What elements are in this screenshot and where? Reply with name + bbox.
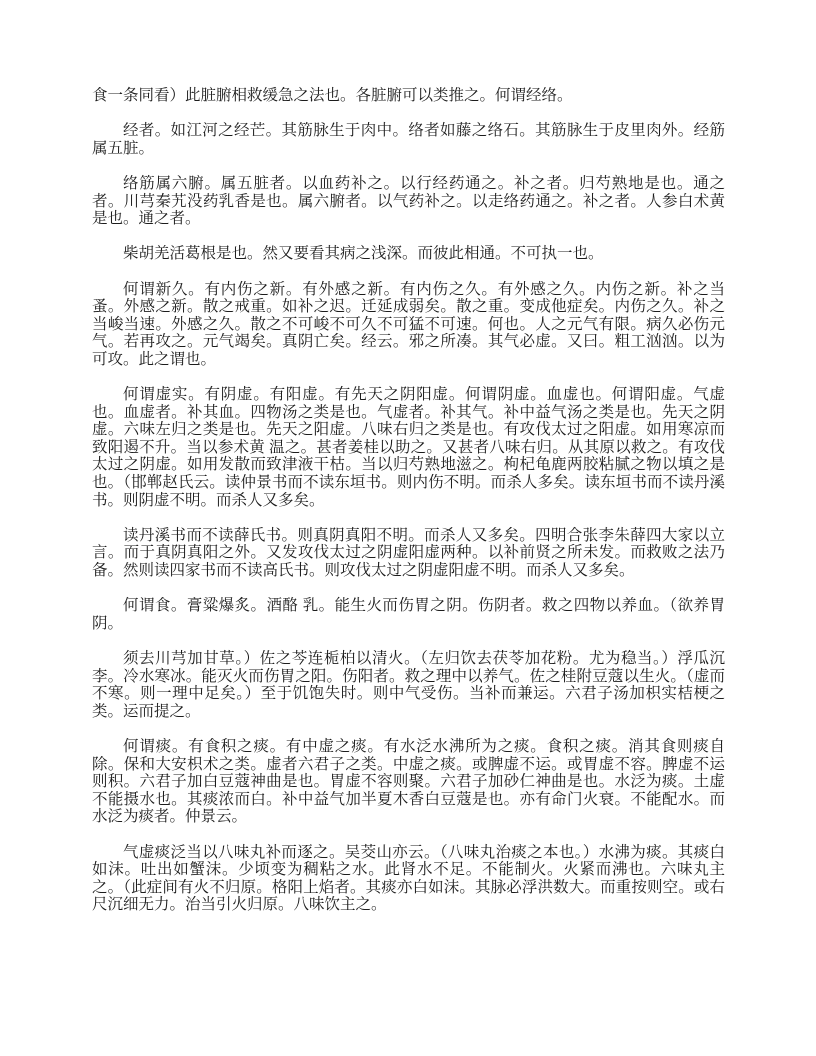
paragraph-02: 经者。如江河之经芒。其筋脉生于肉中。络者如藤之络石。其筋脉生于皮里肉外。经筋属五脏。: [92, 122, 725, 157]
paragraph-09: 须去川芎加甘草。）佐之芩连栀柏以清火。（左归饮去茯苓加花粉。尤为稳当。）浮瓜沉李。冷水寒冰。能灭火而伤胃之阳。伤阳者。救之理中以养气。佐之桂附豆蔻以生火。（虚而不寒。则一理中足矣。）至于饥饱失时。则中气受伤。当补而兼运。六君子汤加枳实桔梗之类。运而提之。: [92, 650, 725, 720]
text-body: [92, 87, 725, 932]
paragraph-01: 食一条同看）此脏腑相救缓急之法也。各脏腑可以类推之。何谓经络。: [92, 87, 573, 104]
paragraph-10: 何谓痰。有食积之痰。有中虚之痰。有水泛水沸所为之痰。食积之痰。消其食则痰自除。保和大安枳术之类。虚者六君子之类。中虚之痰。或脾虚不运。或胃虚不容。脾虚不运则积。六君子加白豆蔻神曲是也。胃虚不容则聚。六君子加砂仁神曲是也。水泛为痰。土虚不能摄水也。其痰浓而白。补中益气加半夏木香白豆蔻是也。亦有命门火衰。不能配水。而水泛为痰者。仲景云。: [92, 737, 725, 826]
paragraph-05: 何谓新久。有内伤之新。有外感之新。有内伤之久。有外感之久。内伤之新。补之当蚤。外感之新。散之戒重。如补之迟。迁延成弱矣。散之重。变成他症矣。内伤之久。补之当峻当速。外感之久。散之不可峻不可久不可猛不可速。何也。人之元气有限。病久必伤元气。若再攻之。元气竭矣。真阴亡矣。经云。邪之所凑。其气必虚。又曰。粗工汹汹。以为可攻。此之谓也。: [92, 280, 725, 368]
paragraph-06: 何谓虚实。有阴虚。有阳虚。有先天之阴阳虚。何谓阴虚。血虚也。何谓阳虚。气虚也。血虚者。补其血。四物汤之类是也。气虚者。补其气。补中益气汤之类是也。先天之阴虚。六味左归之类是也。先天之阳虚。八味右归之类是也。有攻伐太过之阳虚。如用寒凉而致阳遏不升。当以参术黄 温之。甚者姜桂以助之。又甚者八味右归。从其原以救之。有攻伐太过之阴虚。如用发散而致津液干枯。当以归芍熟地滋之。枸杞龟鹿两胶粘腻之物以填之是也。（邯郸赵氏云。读仲景书而不读东垣书。则内伤不明。而杀人多矣。读东垣书而不读丹溪书。则阴虚不明。而杀人又多矣。: [92, 386, 725, 509]
paragraph-08: 何谓食。膏粱爆炙。酒酪 乳。能生火而伤胃之阴。伤阴者。救之四物以养血。（欲养胃阴。: [92, 597, 725, 632]
paragraph-11: 气虚痰泛当以八味丸补而逐之。吴茭山亦云。（八味丸治痰之本也。）水沸为痰。其痰白如沫。吐出如蟹沫。少顷变为稠粘之水。此肾水不足。不能制火。火紧而沸也。六味丸主之。（此症间有火不归原。格阳上焰者。其痰亦白如沫。其脉必浮洪数大。而重按则空。或右尺沉细无力。治当引火归原。八味饮主之。: [92, 843, 725, 914]
paragraph-07: 读丹溪书而不读薛氏书。则真阴真阳不明。而杀人又多矣。四明合张李朱薛四大家以立言。而于真阴真阳之外。又发攻伐太过之阴虚阳虚两种。以补前贤之所未发。而救败之法乃备。然则读四家书而不读高氏书。则攻伐太过之阴虚阳虚不明。而杀人又多矣。: [92, 526, 725, 580]
paragraph-03: 络筋属六腑。属五脏者。以血药补之。以行经药通之。补之者。归芍熟地是也。通之者。川芎秦艽没药乳香是也。属六腑者。以气药补之。以走络药通之。补之者。人参白术黄 是也。通之者。: [92, 174, 725, 228]
paragraph-04: 柴胡羌活葛根是也。然又要看其病之浅深。而彼此相通。不可执一也。: [123, 245, 604, 263]
